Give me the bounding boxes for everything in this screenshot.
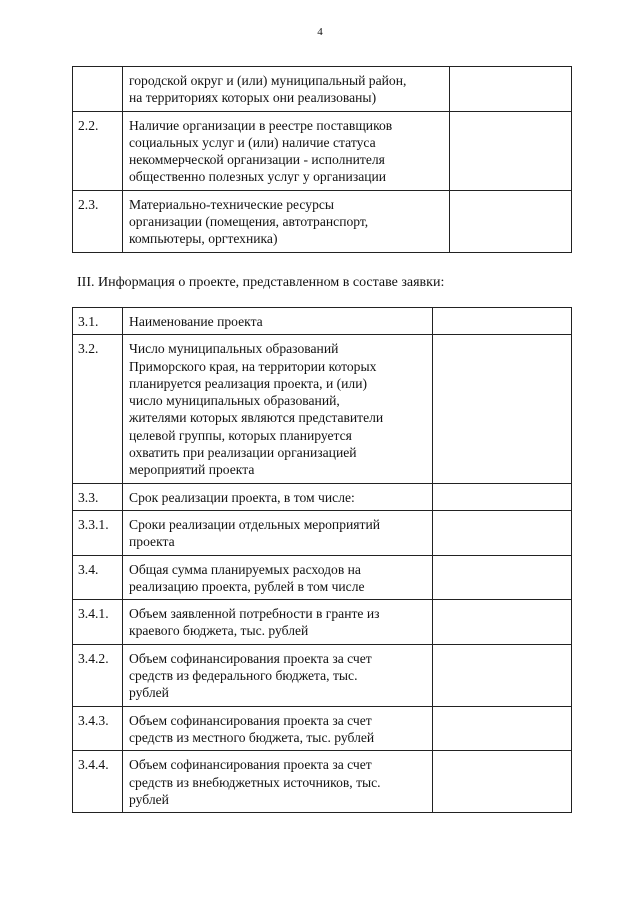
- row-value-cell[interactable]: [450, 111, 572, 190]
- row-number-cell: 3.4.1.: [73, 600, 123, 645]
- row-number-cell: 3.2.: [73, 335, 123, 483]
- row-value-cell[interactable]: [433, 706, 572, 751]
- row-number-cell: 2.3.: [73, 190, 123, 252]
- row-description-cell: Общая сумма планируемых расходов на реализацию проекта, рублей в том числе: [123, 555, 433, 600]
- row-description-cell: Наличие организации в реестре поставщиков социальных услуг и (или) наличие статуса некоммерческой организации - исполнителя общественно полезных услуг у организации: [123, 111, 450, 190]
- row-description-cell: Срок реализации проекта, в том числе:: [123, 483, 433, 510]
- table-row: [73, 190, 572, 252]
- row-number-cell: 3.1.: [73, 308, 123, 335]
- table-row: [73, 751, 572, 813]
- row-description-cell: Объем софинансирования проекта за счет средств из местного бюджета, тыс. рублей: [123, 706, 433, 751]
- row-value-cell[interactable]: [450, 67, 572, 112]
- row-description-cell: Материально-технические ресурсы организации (помещения, автотранспорт, компьютеры, оргтехника): [123, 190, 450, 252]
- section-heading: III. Информация о проекте, представленном в составе заявки:: [77, 275, 445, 290]
- row-number-cell: 2.2.: [73, 111, 123, 190]
- organization-info-table: [72, 66, 572, 253]
- row-value-cell[interactable]: [433, 555, 572, 600]
- row-description-cell: Наименование проекта: [123, 308, 433, 335]
- row-value-cell[interactable]: [433, 335, 572, 483]
- row-description-cell: Число муниципальных образований Приморского края, на территории которых планируется реализация проекта, и (или) число муниципальных образований, жителями которых являются представители целевой группы, которых планируется охватить при реализации организацией мероприятий проекта: [123, 335, 433, 483]
- row-description-cell: Объем софинансирования проекта за счет средств из внебюджетных источников, тыс. рублей: [123, 751, 433, 813]
- row-value-cell[interactable]: [433, 751, 572, 813]
- row-number-cell: [73, 67, 123, 112]
- row-value-cell[interactable]: [433, 644, 572, 706]
- table-row: [73, 706, 572, 751]
- page-number: 4: [317, 26, 323, 38]
- table-row: [73, 510, 572, 555]
- table-row: [73, 67, 572, 112]
- row-value-cell[interactable]: [433, 308, 572, 335]
- table-row: [73, 600, 572, 645]
- table-row: [73, 644, 572, 706]
- row-description-cell: Объем софинансирования проекта за счет средств из федерального бюджета, тыс. рублей: [123, 644, 433, 706]
- table-row: [73, 555, 572, 600]
- row-description-cell: городской округ и (или) муниципальный район, на территориях которых они реализованы): [123, 67, 450, 112]
- row-number-cell: 3.4.3.: [73, 706, 123, 751]
- table-row: [73, 335, 572, 483]
- row-value-cell[interactable]: [450, 190, 572, 252]
- row-number-cell: 3.3.: [73, 483, 123, 510]
- row-number-cell: 3.4.: [73, 555, 123, 600]
- row-value-cell[interactable]: [433, 483, 572, 510]
- row-number-cell: 3.4.2.: [73, 644, 123, 706]
- table-row: [73, 111, 572, 190]
- row-value-cell[interactable]: [433, 510, 572, 555]
- row-description-cell: Объем заявленной потребности в гранте из краевого бюджета, тыс. рублей: [123, 600, 433, 645]
- table-row: [73, 483, 572, 510]
- row-number-cell: 3.3.1.: [73, 510, 123, 555]
- row-number-cell: 3.4.4.: [73, 751, 123, 813]
- project-info-table: [72, 307, 572, 813]
- table-row: [73, 308, 572, 335]
- row-value-cell[interactable]: [433, 600, 572, 645]
- row-description-cell: Сроки реализации отдельных мероприятий проекта: [123, 510, 433, 555]
